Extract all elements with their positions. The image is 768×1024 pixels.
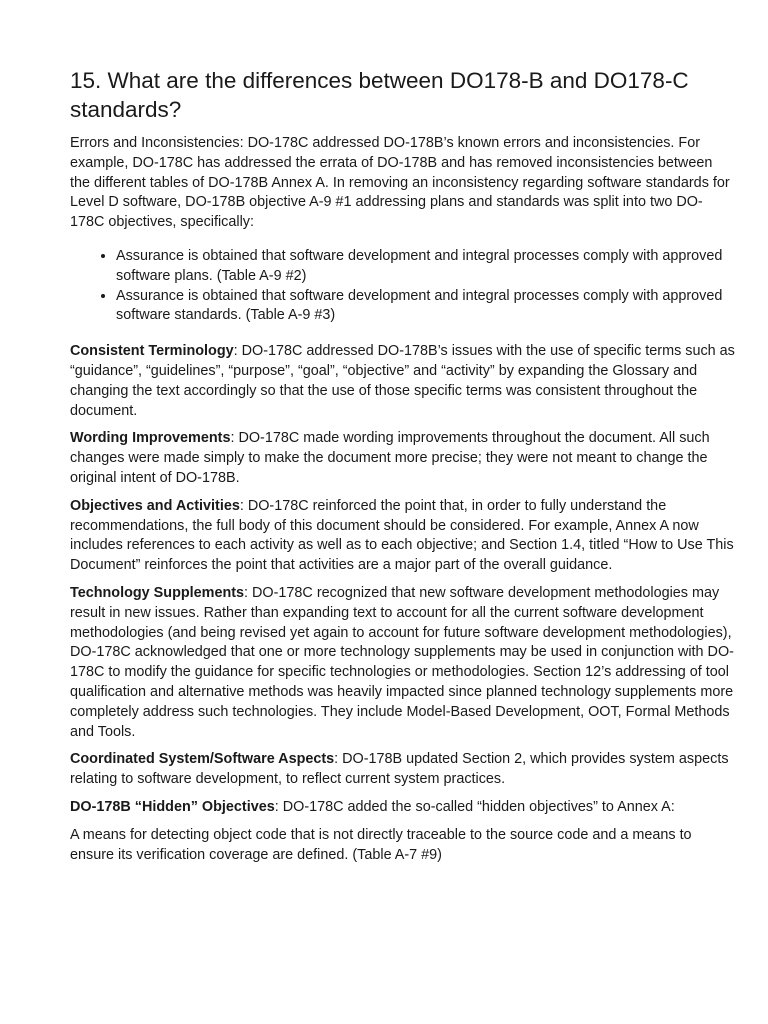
- bullet-item: • Assurance is obtained that software development and integral processes comply with approved software standards. (Table A-9 #3): [116, 287, 736, 327]
- section-heading: Consistent Terminology: [70, 343, 234, 360]
- bullet-list: [70, 247, 736, 326]
- section-consistent-terminology: [70, 342, 736, 421]
- section-text: : DO-178C reinforced the point that, in order to fully understand the recommendations, the full body of this document should be considered. For example, Annex A now includes references to each activity as well as to each objective; and Section 1.4, titled “How to Use This Document” reinforces the point that activities are a major part of the overall guidance.: [70, 497, 734, 574]
- section-coordinated-aspects: [70, 750, 736, 790]
- section-wording-improvements: [70, 429, 736, 488]
- section-technology-supplements: [70, 584, 736, 742]
- section-text: : DO-178C added the so-called “hidden objectives” to Annex A:: [274, 798, 675, 815]
- section-objectives-activities: [70, 497, 736, 576]
- intro-paragraph: Errors and Inconsistencies: DO-178C addressed DO-178B’s known errors and inconsistencies. For example, DO-178C has addressed the errata of DO-178B and has removed inconsistencies between the different tables of DO-178B Annex A. In removing an inconsistency regarding software standards for Level D software, DO-178B objective A-9 #1 addressing plans and standards was split into two DO-178C objectives, specifically:: [70, 135, 730, 231]
- bullet-item: • Assurance is obtained that software development and integral processes comply with approved software plans. (Table A-9 #2): [116, 247, 736, 287]
- section-text: : DO-178B updated Section 2, which provides system aspects relating to software development, to reflect current system practices.: [70, 751, 729, 788]
- section-heading: Objectives and Activities: [70, 497, 240, 514]
- section-text: : DO-178C recognized that new software development methodologies may result in new issues. Rather than expanding text to account for all the current software development methodologies (and being revised yet again to account for future software development methodologies), DO-178C acknowledged that one or more technology supplements may be used in conjunction with DO-178C to modify the guidance for specific technologies or methodologies. Section 12’s addressing of tool qualification and alternative methods was heavily impacted since planned technology supplements more completely address such technologies. They include Model-Based Development, OOT, Formal Methods and Tools.: [70, 584, 734, 740]
- page-title: 15. What are the differences between DO178-B and DO178-C standards?: [70, 68, 689, 122]
- section-heading: Technology Supplements: [70, 584, 245, 601]
- closing-paragraph: A means for detecting object code that is not directly traceable to the source code and a means to ensure its verification coverage are defined. (Table A-7 #9): [70, 826, 692, 863]
- document-page: [70, 66, 736, 873]
- section-text: : DO-178C addressed DO-178B’s issues with the use of specific terms such as “guidance”, “guidelines”, “purpose”, “goal”, “objective” and “activity” by expanding the Glossary and changing the text accordingly so that the use of those specific terms was consistent throughout the document.: [70, 343, 735, 419]
- section-heading: DO-178B “Hidden” Objectives: [70, 798, 275, 815]
- section-hidden-objectives: [70, 798, 736, 818]
- section-heading: Coordinated System/Software Aspects: [70, 751, 335, 768]
- section-text: : DO-178C made wording improvements throughout the document. All such changes were made simply to make the document more precise; they were not meant to change the original intent of DO-178B.: [70, 430, 710, 486]
- section-heading: Wording Improvements: [70, 430, 231, 447]
